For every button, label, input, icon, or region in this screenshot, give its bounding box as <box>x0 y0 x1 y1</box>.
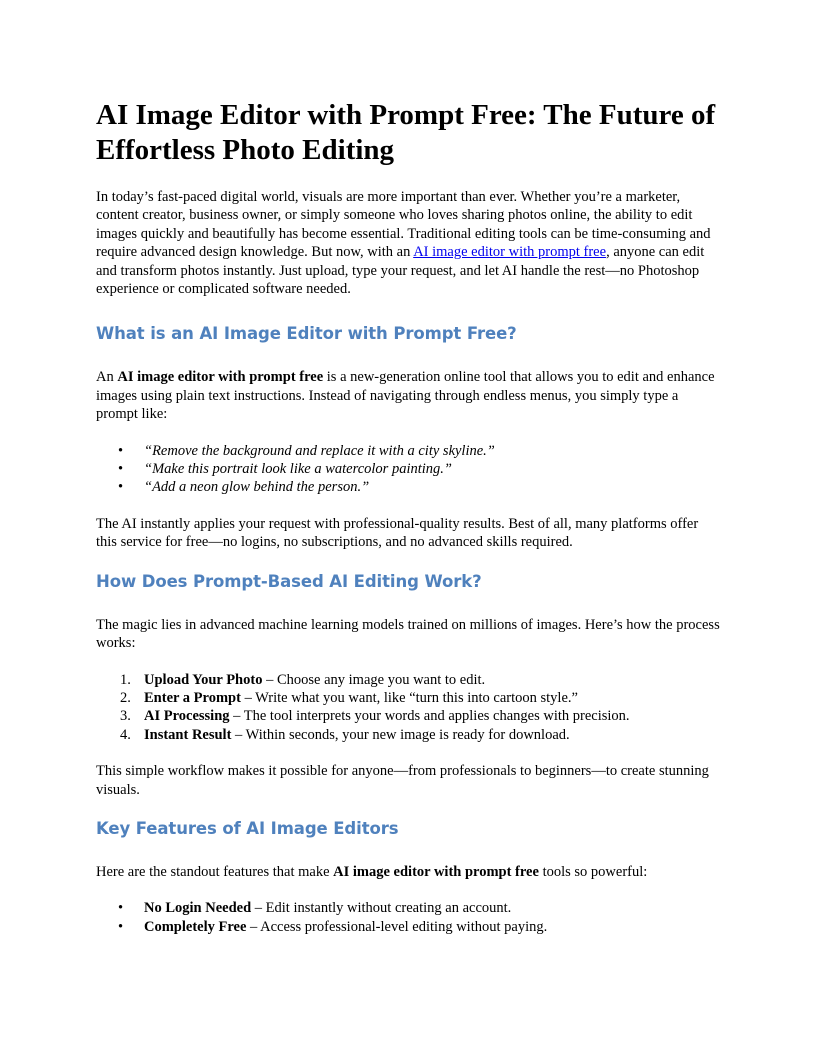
prompt-examples-list <box>96 442 720 497</box>
section-heading-how: How Does Prompt-Based AI Editing Work? <box>96 571 482 591</box>
step-number: 4. <box>120 726 131 743</box>
what-followup-paragraph: The AI instantly applies your request with professional-quality results. Best of all, many platforms offer this service for free—no logins, no subscriptions, and no advanced skills required. <box>96 515 699 551</box>
feature-title: No Login Needed <box>144 900 252 917</box>
list-item <box>96 478 720 496</box>
list-item <box>96 726 720 744</box>
prompt-example: “Remove the background and replace it with a city skyline.” <box>144 442 495 459</box>
step-text: – Within seconds, your new image is ready for download. <box>231 726 570 743</box>
prompt-example: “Add a neon glow behind the person.” <box>144 479 370 496</box>
section-heading-what: What is an AI Image Editor with Prompt Free? <box>96 324 517 344</box>
how-followup-paragraph: This simple workflow makes it possible for anyone—from professionals to beginners—to create stunning visuals. <box>96 763 709 798</box>
features-intro-paragraph <box>96 863 720 881</box>
step-text: – The tool interprets your words and applies changes with precision. <box>229 708 630 725</box>
what-text-prefix: An <box>96 369 118 386</box>
list-item <box>96 442 720 460</box>
features-list <box>96 899 720 936</box>
bullet-icon: • <box>118 461 124 478</box>
step-text: – Choose any image you want to edit. <box>262 671 486 688</box>
step-title: AI Processing <box>144 708 230 725</box>
features-text-suffix: tools so powerful: <box>538 863 648 880</box>
page-title: AI Image Editor with Prompt Free: The Future of Effortless Photo Editing <box>96 99 716 166</box>
step-number: 3. <box>120 708 131 725</box>
step-number: 1. <box>120 671 131 688</box>
feature-text: – Access professional-level editing without paying. <box>246 918 548 935</box>
what-paragraph <box>96 368 720 423</box>
document-body <box>96 98 720 936</box>
bullet-icon: • <box>118 918 124 935</box>
how-intro-paragraph: The magic lies in advanced machine learning models trained on millions of images. Here’s how the process works: <box>96 616 720 652</box>
list-item <box>96 460 720 478</box>
list-item <box>96 918 720 936</box>
bullet-icon: • <box>118 900 124 917</box>
intro-text-start: In today’s fast-paced digital world, visuals are more important than ever. Whether you’re a marketer, content creator, business owner, or simply someone who loves sharing photos online, the ability to edit images quickly and beautifully has become essential. Traditional editing tools can be time-consuming and require advanced design knowledge. But now, with an <box>96 189 711 261</box>
step-title: Instant Result <box>144 726 232 743</box>
what-text-bold: AI image editor with prompt free <box>117 369 324 386</box>
features-text-prefix: Here are the standout features that make <box>96 863 334 880</box>
feature-title: Completely Free <box>144 918 247 935</box>
bullet-icon: • <box>118 479 124 496</box>
prompt-example: “Make this portrait look like a watercolor painting.” <box>144 461 452 478</box>
feature-text: – Edit instantly without creating an account. <box>251 900 512 917</box>
ai-image-editor-link[interactable]: AI image editor with prompt free <box>413 244 607 261</box>
step-number: 2. <box>120 689 131 706</box>
step-title: Upload Your Photo <box>144 671 263 688</box>
list-item <box>96 671 720 689</box>
list-item <box>96 899 720 917</box>
process-steps-list <box>96 671 720 745</box>
features-text-bold: AI image editor with prompt free <box>333 863 539 880</box>
section-heading-features: Key Features of AI Image Editors <box>96 818 399 838</box>
what-text-suffix: is a new-generation online tool that allows you to edit and enhance images using plain text instructions. Instead of navigating through endless menus, you simply type a prompt like: <box>96 369 715 423</box>
list-item <box>96 689 720 707</box>
intro-paragraph <box>96 188 720 298</box>
step-text: – Write what you want, like “turn this into cartoon style.” <box>240 689 578 706</box>
list-item <box>96 707 720 725</box>
intro-text-end: , anyone can edit and transform photos instantly. Just upload, type your request, and let AI handle the rest—no Photoshop experience or complicated software needed. <box>96 244 705 298</box>
step-title: Enter a Prompt <box>144 689 241 706</box>
bullet-icon: • <box>118 442 124 459</box>
